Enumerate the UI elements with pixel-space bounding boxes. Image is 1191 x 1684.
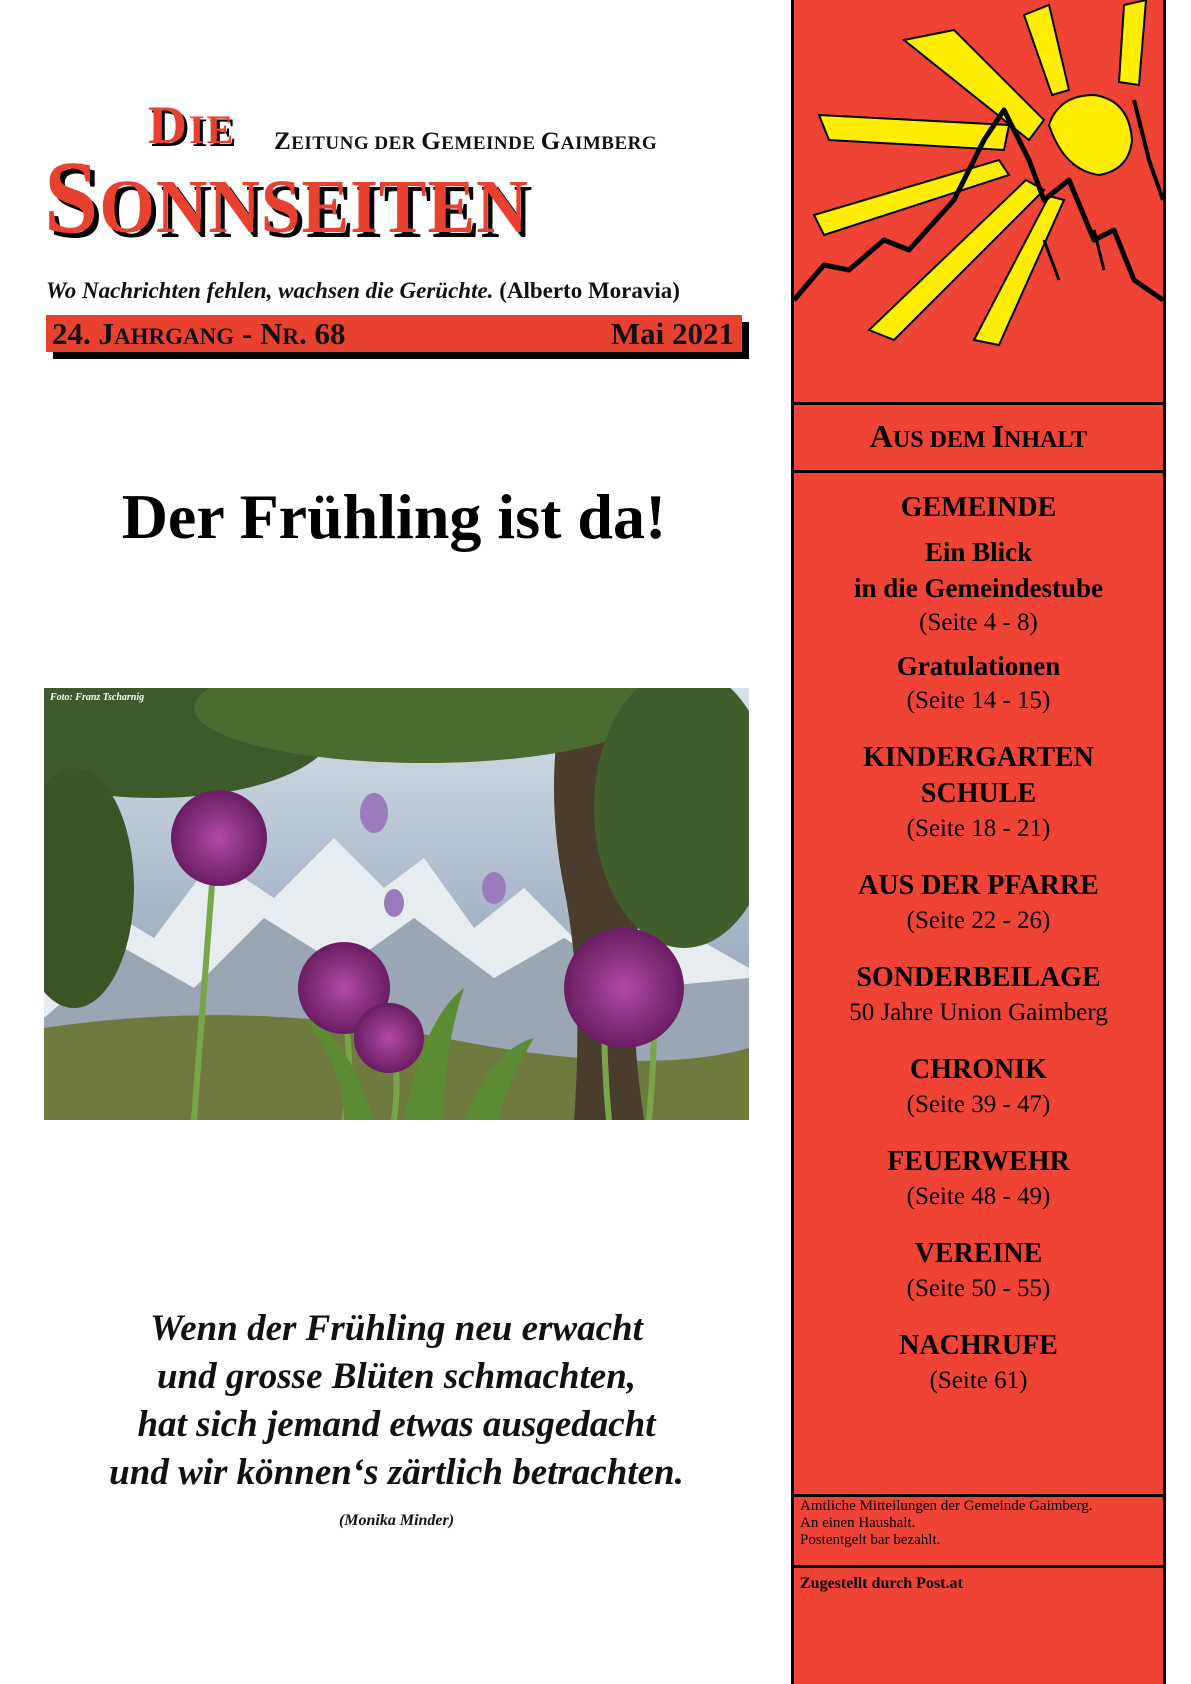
toc-section-kindergarten: KINDERGARTEN SCHULE (Seite 18 - 21) [863, 742, 1094, 842]
toc-section-gratulationen: Gratulationen (Seite 14 - 15) [896, 651, 1061, 714]
masthead-quote: Wo Nachrichten fehlen, wachsen die Gerüchte. (Alberto Moravia) [46, 278, 680, 303]
toc-section-nachrufe: NACHRUFE (Seite 61) [899, 1330, 1058, 1394]
issue-date: Mai 2021 [610, 315, 734, 351]
toc-section-feuerwehr: FEUERWEHR (Seite 48 - 49) [887, 1146, 1070, 1210]
post-delivery-note: Zugestellt durch Post.at [800, 1575, 963, 1592]
photo-credit: Foto: Franz Tscharnig [50, 692, 145, 703]
divider [794, 402, 1163, 405]
poem-author: (Monika Minder) [338, 1512, 455, 1529]
title-die: DIE [148, 95, 236, 155]
poem-line: hat sich jemand etwas ausgedacht [137, 1404, 656, 1445]
issue-number: 24. JAHRGANG - NR. 68 [52, 315, 346, 351]
divider [794, 1565, 1163, 1568]
divider [794, 470, 1163, 473]
issue-bar [46, 315, 742, 352]
toc-section-chronik: CHRONIK (Seite 39 - 47) [906, 1054, 1051, 1118]
divider [794, 1494, 1163, 1497]
toc-section-vereine: VEREINE (Seite 50 - 55) [906, 1238, 1051, 1302]
table-of-contents [794, 490, 1163, 1420]
masthead [46, 90, 746, 350]
spring-flowers-illustration [44, 688, 749, 1120]
contents-title: AUS DEM INHALT [869, 418, 1088, 454]
title-sonnseiten: SONNSEITEN [44, 140, 529, 255]
subtitle-zeitung: ZEITUNG DER GEMEINDE GAIMBERG [274, 128, 658, 155]
toc-section-gemeinde: GEMEINDE Ein Blick in die Gemeindestube (Seite 4 - 8) [853, 492, 1103, 636]
poem-line: und grosse Blüten schmachten, [156, 1356, 637, 1397]
sidebar [791, 0, 1166, 1684]
poem-line: und wir können‘s zärtlich betrachten. [109, 1452, 684, 1493]
poem [44, 1305, 749, 1497]
cover-photo [44, 688, 749, 1120]
postal-notice: Amtliche Mitteilungen der Gemeinde Gaimberg. An einen Haushalt. Postentgelt bar bezahlt. [800, 1498, 1093, 1548]
sun-mountain-logo [794, 0, 1163, 400]
toc-section-sonderbeilage: SONDERBEILAGE 50 Jahre Union Gaimberg [849, 962, 1108, 1026]
page-headline: Der Frühling ist da! [121, 481, 667, 552]
poem-line: Wenn der Frühling neu erwacht [150, 1308, 643, 1349]
toc-section-pfarre: AUS DER PFARRE (Seite 22 - 26) [858, 870, 1099, 934]
